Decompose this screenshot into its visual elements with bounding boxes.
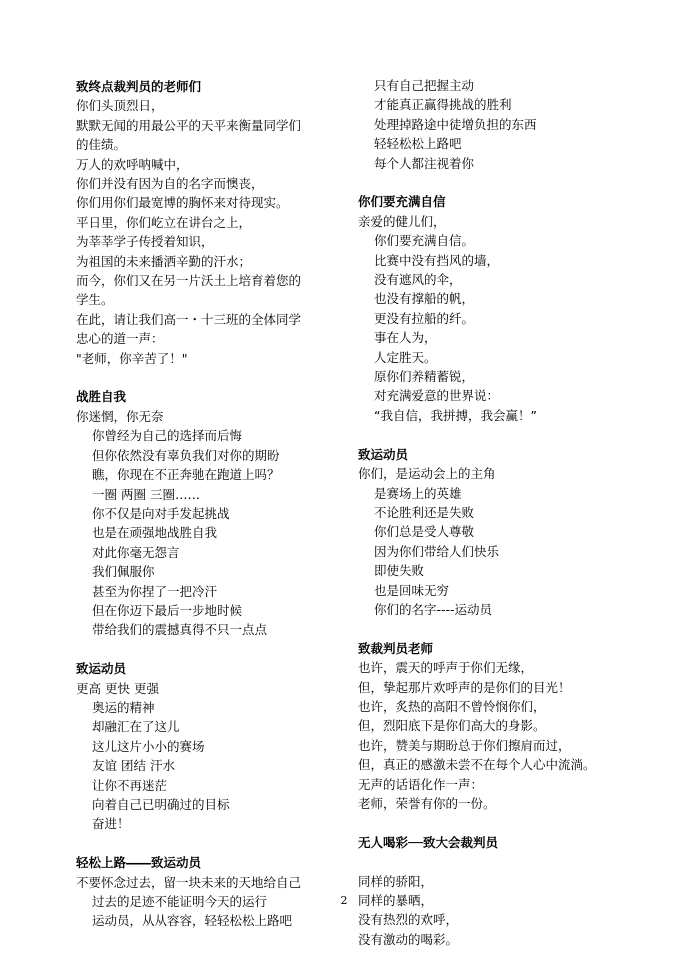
poem-line: 对此你毫无怨言 (92, 544, 180, 560)
poem-line: 你迷惘，你无奈 (76, 408, 164, 424)
poem-line: 但，挚起那片欢呼声的是你们的目光！ (358, 679, 571, 695)
poem-line: 是赛场上的英雄 (374, 485, 462, 501)
poem-line: 但你依然没有辜负我们对你的期盼 (92, 447, 280, 463)
poem-line: 没有激动的喝彩。 (358, 931, 459, 947)
section-spacer (76, 834, 366, 853)
poem-line: 你们的名字----运动员 (374, 601, 493, 617)
poem-line: 事在人为， (374, 330, 437, 346)
poem-line: 也没有撑船的帆， (374, 291, 475, 307)
poem-line: 没有热烈的欢呼， (358, 912, 459, 928)
poem-line: 在此，请让我们高一・十三班的全体同学 (76, 311, 302, 327)
poem-title: 战胜自我 (76, 389, 127, 405)
poem-line: 我们佩服你 (92, 564, 155, 580)
poem-line: 不要怀念过去，留一块未来的天地给自己 (76, 874, 302, 890)
poem-line: 也许，震天的呼声于你们无缘， (358, 660, 534, 676)
poem-line: 奋进！ (92, 816, 130, 832)
poem-line: 才能真正赢得挑战的胜利 (374, 97, 512, 113)
poem-line: 比赛中没有挡风的墙， (374, 252, 500, 268)
poem-line: 平日里，你们屹立在讲台之上， (76, 214, 252, 230)
poem-line: 你们总是受人尊敬 (374, 524, 475, 540)
poem-line: 而今，你们又在另一片沃土上培育着您的 (76, 273, 302, 289)
section-spacer (76, 640, 366, 659)
poem-line: 也是在顽强地战胜自我 (92, 525, 218, 541)
poem-line: 但在你迈下最后一步地时候 (92, 602, 243, 618)
poem-line: 因为你们带给人们快乐 (374, 543, 500, 559)
poem-athletes2 (358, 445, 648, 620)
section-spacer (358, 173, 648, 192)
poem-line: "老师，你辛苦了！" (76, 350, 188, 366)
poem-line: 运动员，从从容容，轻轻松松上路吧 (92, 913, 293, 929)
poem-line: 友谊 团结 汗水 (92, 758, 175, 774)
section-spacer (358, 619, 648, 638)
poem-line: 为莘莘学子传授着知识， (76, 234, 214, 250)
poem-line: 忠心的道一声： (76, 331, 164, 347)
poem-no-applause (358, 833, 648, 949)
poem-athletes1 (76, 659, 366, 834)
blank-line (358, 852, 648, 871)
poem-line: 却融汇在了这儿 (92, 719, 180, 735)
right-column (358, 76, 648, 949)
poem-title: 轻松上路――致运动员 (76, 855, 202, 871)
poem-line: 没有遮风的伞， (374, 272, 462, 288)
poem-line: 的佳绩。 (76, 137, 127, 153)
poem-title: 致裁判员老师 (358, 640, 434, 656)
poem-line: 你不仅是向对手发起挑战 (92, 505, 230, 521)
poem-line: 不论胜利还是失败 (374, 504, 475, 520)
section-spacer (358, 813, 648, 832)
page-number: 2 (340, 894, 348, 907)
poem-referee-teacher (358, 639, 648, 814)
poem-line: 让你不再迷茫 (92, 777, 168, 793)
poem-easy-cont (358, 76, 648, 173)
poem-line: 亲爱的健儿们， (358, 213, 446, 229)
poem-title: 致运动员 (76, 661, 127, 677)
poem-line: 更高 更快 更强 (76, 680, 159, 696)
poem-title: 致终点裁判员的老师们 (76, 79, 202, 94)
poem-line: 也是回味无穷 (374, 582, 450, 598)
poem-line: 同样的暴晒， (358, 892, 434, 908)
poem-title: 你们要充满自信 (358, 194, 446, 210)
poem-line: 瞧，你现在不正奔驰在跑道上吗？ (92, 467, 280, 483)
poem-line: 也许，赞美与期盼总于你们擦肩而过， (358, 737, 571, 753)
poem-line: 默默无闻的用最公平的天平来衡量同学们 (76, 117, 302, 133)
poem-easy (76, 853, 366, 931)
poem-line: 但，烈阳底下是你们高大的身影。 (358, 718, 546, 734)
poem-line: 原你们养精蓄锐， (374, 369, 475, 385)
poem-line: 你们，是运动会上的主角 (358, 466, 496, 482)
poem-line: “我自信，我拼搏，我会赢！” (374, 407, 537, 423)
poem-line: 但，真正的感激未尝不在每个人心中流淌。 (358, 757, 596, 773)
poem-line: 人定胜天。 (374, 349, 437, 365)
poem-self (76, 387, 366, 639)
poem-line: 你们头顶烈日， (76, 98, 164, 114)
poem-line: 你们用你们最宽博的胸怀来对待现实。 (76, 195, 289, 211)
poem-line: 万人的欢呼呐喊中， (76, 156, 189, 172)
poem-line: 这儿这片小小的赛场 (92, 738, 205, 754)
poem-line: 也许，炙热的高阳不曾怜悯你们， (358, 698, 546, 714)
section-spacer (76, 368, 366, 387)
poem-line: 无声的话语化作一声： (358, 776, 484, 792)
poem-line: 甚至为你捏了一把冷汗 (92, 583, 218, 599)
poem-confidence (358, 192, 648, 425)
poem-line: 同样的骄阳， (358, 873, 434, 889)
poem-line: 即使失败 (374, 563, 425, 579)
poem-line: 带给我们的震撼真得不只一点点 (92, 622, 268, 638)
poem-line: 每个人都注视着你 (374, 155, 475, 171)
poem-line: 你曾经为自己的选择而后悔 (92, 428, 243, 444)
poem-title: 无人喝彩──致大会裁判员 (358, 834, 499, 850)
poem-line: 奥运的精神 (92, 699, 155, 715)
poem-line: 处理掉路途中徒增负担的东西 (374, 116, 537, 132)
poem-line: 一圈 两圈 三圈…… (92, 486, 200, 502)
section-spacer (358, 425, 648, 444)
poem-line: 学生。 (76, 292, 114, 308)
poem-line: 向着自己已明确过的目标 (92, 797, 230, 812)
poem-line: 为祖国的未来播洒辛勤的汗水； (76, 253, 252, 269)
poem-line: 对充满爱意的世界说： (374, 388, 500, 404)
poem-line: 轻轻松松上路吧 (374, 136, 462, 152)
left-column (76, 77, 366, 931)
poem-referees (76, 77, 366, 368)
poem-line: 过去的足迹不能证明今天的运行 (92, 894, 268, 910)
poem-title: 致运动员 (358, 446, 409, 462)
poem-line: 老师，荣誉有你的一份。 (358, 795, 496, 811)
poem-line: 只有自己把握主动 (374, 78, 475, 93)
poem-line: 你们要充满自信。 (374, 233, 475, 249)
poem-line: 你们并没有因为自的名字而懊丧， (76, 176, 264, 192)
poem-line: 更没有拉船的纤。 (374, 310, 475, 326)
